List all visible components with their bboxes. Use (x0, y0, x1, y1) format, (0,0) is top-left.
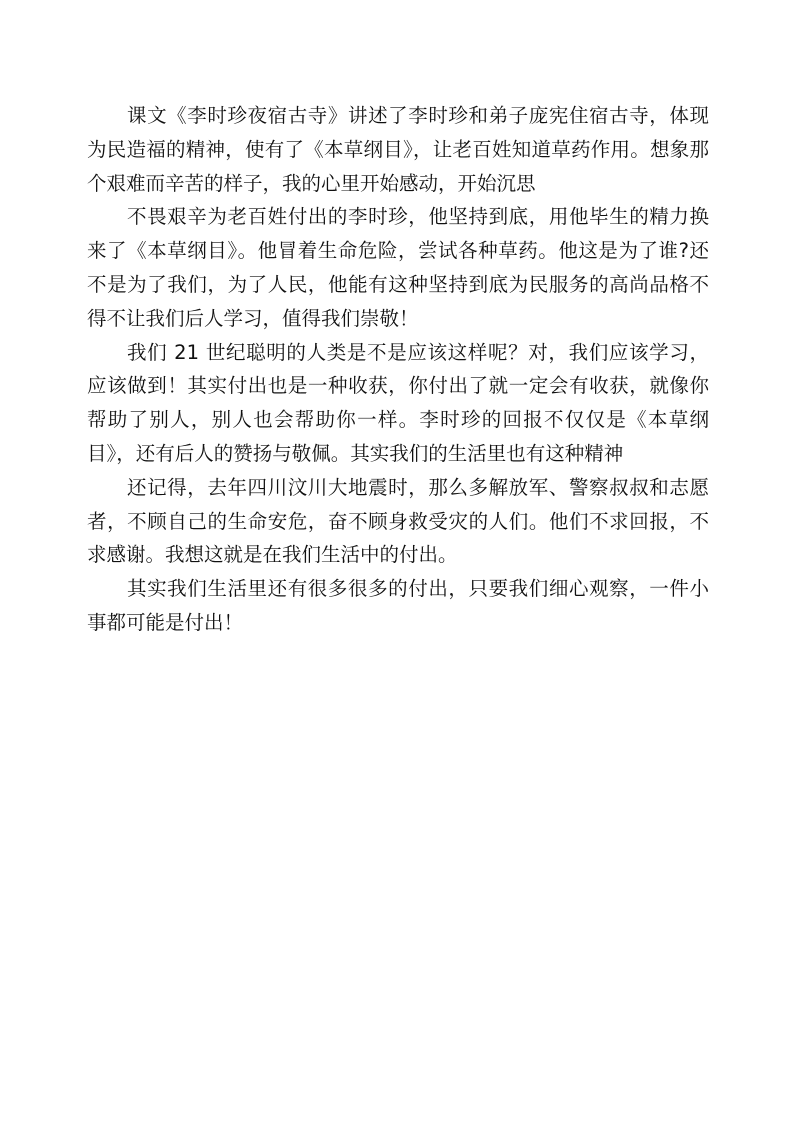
essay-body (87, 99, 709, 640)
paragraph-4: 还记得，去年四川汶川大地震时，那么多解放军、警察叔叔和志愿者，不顾自己的生命安危，奋不顾身救受灾的人们。他们不求回报，不求感谢。我想这就是在我们生活中的付出。 (87, 475, 709, 567)
paragraph-3: 我们 21 世纪聪明的人类是不是应该这样呢？对，我们应该学习，应该做到！其实付出也是一种收获，你付出了就一定会有收获，就像你帮助了别人，别人也会帮助你一样。李时珍的回报不仅仅是《本草纲目》，还有后人的赞扬与敬佩。其实我们的生活里也有这种精神 (87, 340, 709, 465)
paragraph-2: 不畏艰辛为老百姓付出的李时珍，他坚持到底，用他毕生的精力换来了《本草纲目》。他冒着生命危险，尝试各种草药。他这是为了谁?还不是为了我们，为了人民，他能有这种坚持到底为民服务的高尚品格不得不让我们后人学习，值得我们崇敬！ (87, 205, 709, 330)
paragraph-1: 课文《李时珍夜宿古寺》讲述了李时珍和弟子庞宪住宿古寺，体现为民造福的精神，使有了《本草纲目》，让老百姓知道草药作用。想象那个艰难而辛苦的样子，我的心里开始感动，开始沉思 (87, 104, 709, 195)
paragraph-5: 其实我们生活里还有很多很多的付出，只要我们细心观察，一件小事都可能是付出！ (87, 577, 709, 634)
